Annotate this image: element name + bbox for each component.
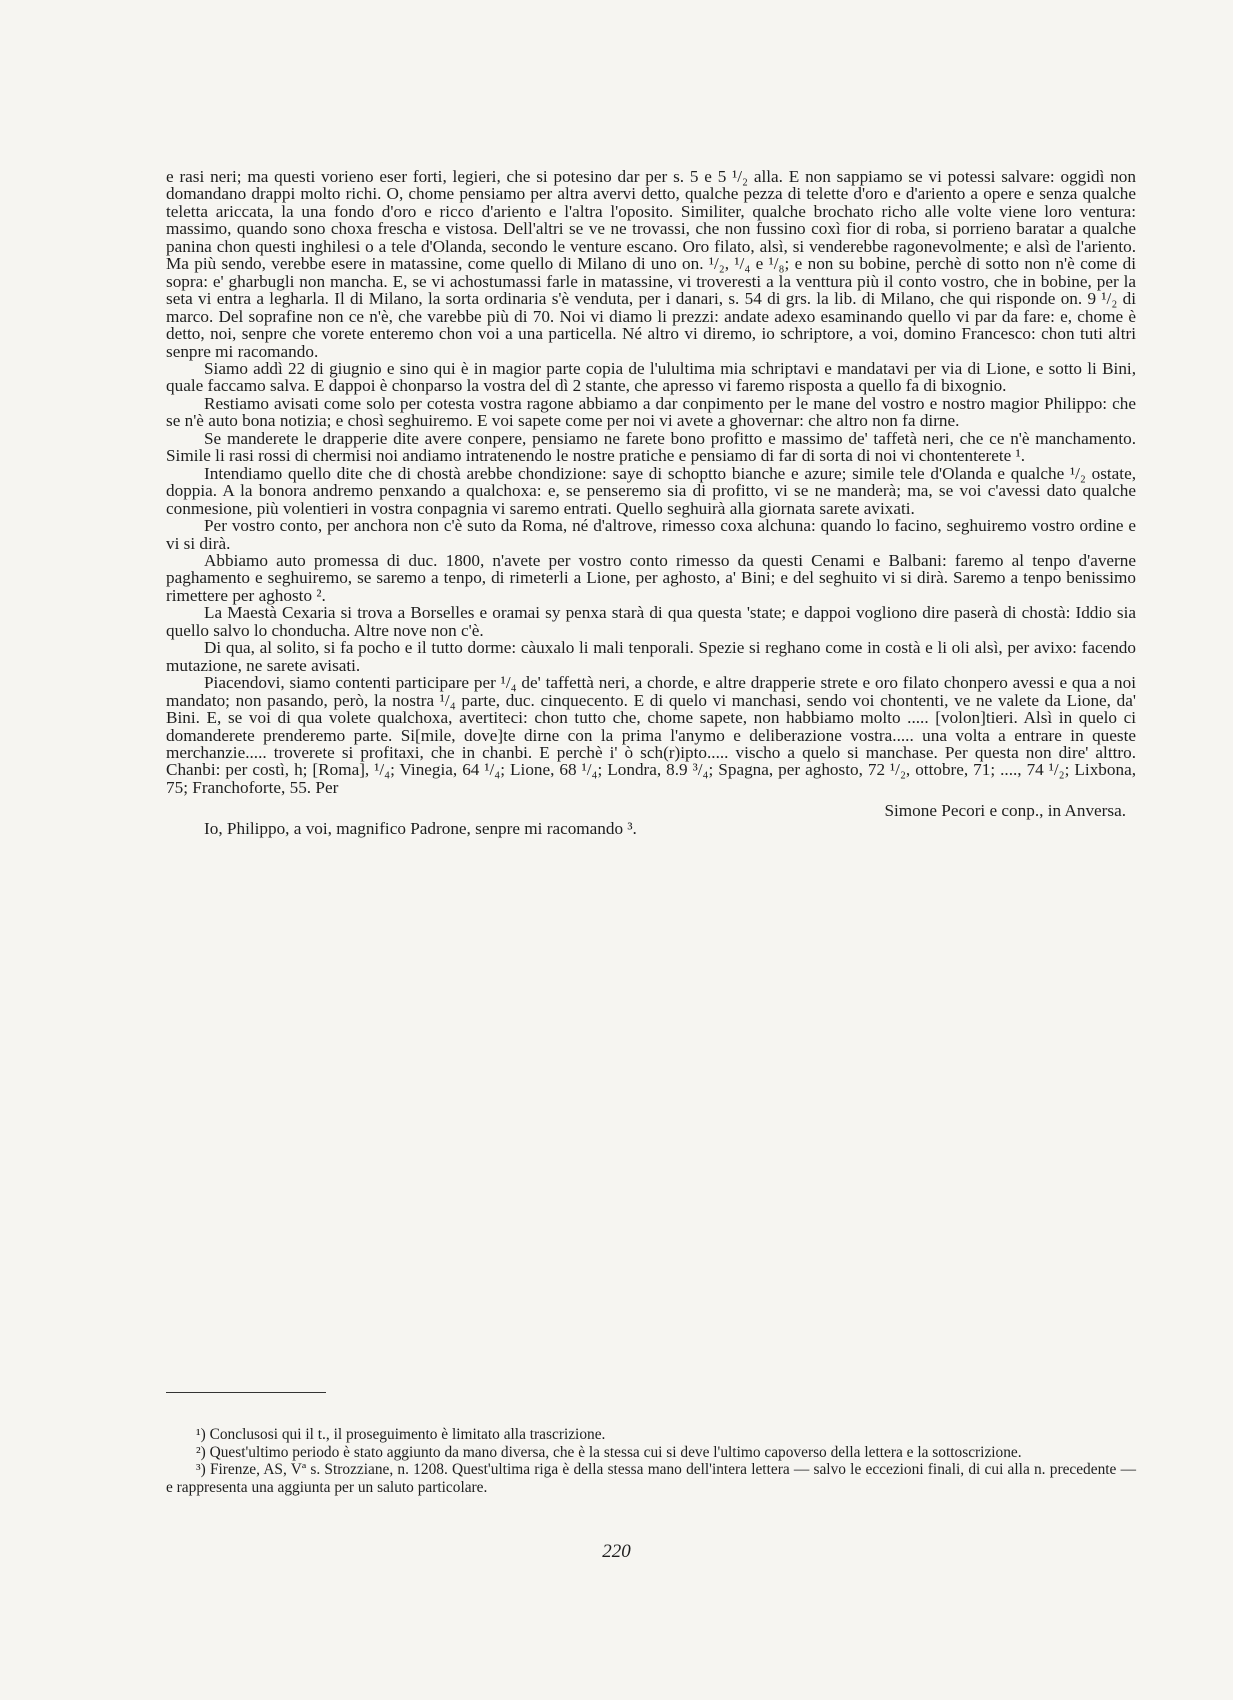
footnotes: [166, 1426, 1136, 1496]
letter-body: [166, 168, 1136, 842]
paragraph: Di qua, al solito, si fa pocho e il tutto dorme: càuxalo li mali tenporali. Spezie si reghano come in costà e li oli alsì, per avixo: facendo mutazione, ne sarete avisati.: [166, 638, 1136, 675]
paragraph: Se manderete le drapperie dite avere conpere, pensiamo ne farete bono profitto e massimo de' taffetà neri, che ce n'è manchamento. Simile li rasi rossi di chermisi noi andiamo intratenendo le nostre pratiche e pensiamo di far di sorta di noi vi chontenterete ¹.: [166, 428, 1136, 466]
footnote-divider: [166, 1392, 326, 1393]
paragraph: Intendiamo quello dite che di chostà arebbe chondizione: saye di schoptto bianche e azure; simile tele d'Olanda e qualche ¹/₂ ostate, doppia. A la bonora andremo penxando a qualchoxa: e, se penseremo sia di profitto, vi se ne manderà; ma, se voi c'avessi dato qualche conmesione, più volentieri in vostra conpagnia vi saremo entrati. Quello seghuirà alla giornata sarete avixati.: [166, 463, 1136, 518]
paragraph: Per vostro conto, per anchora non c'è suto da Roma, né d'altrove, rimesso coxa alchuna: quando lo facino, seghuiremo vostro ordine e vi si dirà.: [166, 516, 1136, 553]
signature-block: [166, 802, 1136, 842]
footnote: ²) Quest'ultimo periodo è stato aggiunto da mano diversa, che è la stessa cui si deve l'ultimo capoverso della lettera e la sottoscrizione.: [196, 1443, 1022, 1461]
page-number: 220: [602, 1541, 631, 1562]
closing-line: Io, Philippo, a voi, magnifico Padrone, senpre mi racomando ³.: [204, 819, 637, 839]
signature: Simone Pecori e conp., in Anversa.: [884, 801, 1126, 821]
footnote: ³) Firenze, AS, Vª s. Strozziane, n. 1208. Quest'ultima riga è della stessa mano dell'intera lettera — salvo le eccezioni finali, di cui alla n. precedente — e rappresenta una aggiunta per un saluto particolare.: [166, 1461, 1136, 1496]
footnote: ¹) Conclusosi qui il t., il proseguimento è limitato alla trascrizione.: [196, 1426, 606, 1443]
paragraph: e rasi neri; ma questi vorieno eser forti, legieri, che si potesino dar per s. 5 e 5 ¹/₂ alla. E non sappiamo se vi potessi salvare: oggidì non domandano drappi molto richi. O, chome pensiamo per altra avervi detto, qualche pezza di telette d'oro e d'ariento a opere e senza qualche teletta ariccata, la una fondo d'oro e ricco d'ariento e l'altra l'oposito. Similiter, qualche brochato richo alle volte viene loro ventura: massimo, quando sono choxa frescha e vistosa. Dell'altri se ve ne trovassi, che non fussino coxì fior di roba, si porrieno baratar a qualche panina chon questi inghilesi o a tele d'Olanda, secondo le venture escano. Oro filato, alsì, si venderebbe ragonevolmente; e alsì de l'ariento. Ma più sendo, verebbe esere in matassine, come quello di Milano di uno on. ¹/₂, ¹/₄ e ¹/₈; e non su bobine, perchè di sotto non n'è come di sopra: e' gharbugli non mancha. E, se vi achostumassi farle in matassine, vi troveresti a la venttura più il conto vostro, che in bobine, per la seta vi entra a legharla. Il di Milano, la sorta ordinaria s'è venduta, per i danari, s. 54 di grs. la lib. di Milano, che qui risponde on. 9 ¹/₂ di marco. Del soprafine non ce n'è, che varebbe più di 70. Noi vi diamo li prezzi: andate adexo esaminando quello vi par da fare: e, chome è detto, noi, senpre che vorete enteremo chon voi a una particella. Né altro vi diremo, io schriptore, a voi, domino Francesco: chon tuti altri senpre mi racomando.: [166, 167, 1136, 361]
paragraph: Piacendovi, siamo contenti participare per ¹/₄ de' taffettà neri, a chorde, e altre drapperie strete e oro filato chonpero avessi e qua a noi mandato; non pasando, però, la nostra ¹/₄ parte, duc. cinquecento. E di quelo vi manchasi, sendo voi chontenti, ve ne valete da Lione, da' Bini. E, se voi di qua volete qualchoxa, avertiteci: chon tutto che, chome sapete, non habbiamo molto ..... [volon]tieri. Alsì in quelo ci domanderete prenderemo parte. Si[mile, dove]te dirne con la prima l'anymo e deliberazione vostra..... una volta a entrare in queste merchanzie..... troverete si profitaxi, che in chanbi. E perchè i' ò sch(r)ipto..... vischo a quelo si manchase. Per questa non dire' alttro. Chanbi: per costì, h; [Roma], ¹/₄; Vinegia, 64 ¹/₄; Lione, 68 ¹/₄; Londra, 8.9 ³/₄; Spagna, per aghosto, 72 ¹/₂, ottobre, 71; ...., 74 ¹/₂; Lixbona, 75; Franchoforte, 55. Per: [166, 673, 1136, 797]
paragraph: Abbiamo auto promessa di duc. 1800, n'avete per vostro conto rimesso da questi Cenami e Balbani: faremo al tenpo d'averne paghamento e seghuiremo, se saremo a tenpo, di rimeterli a Lione, per aghosto, a' Bini; e del seghuito vi si dirà. Saremo a tenpo benissimo rimettere per aghosto ².: [166, 550, 1136, 605]
paragraph: Restiamo avisati come solo per cotesta vostra ragone abbiamo a dar conpimento per le mane del vostro e nostro magior Philippo: che se n'è auto bona notizia; e chosì seghuiremo. E voi sapete come per noi vi avete a ghovernar: che altro non fa dirne.: [166, 393, 1136, 431]
paragraph: La Maestà Cexaria si trova a Borselles e oramai sy penxa starà di qua questa 'state; e dappoi vogliono dire paserà di chostà: Iddio sia quello salvo lo chonducha. Altre nove non c'è.: [166, 603, 1136, 640]
paragraph: Siamo addì 22 di giugnio e sino qui è in magior parte copia de l'ulultima mia schriptavi e mandatavi per via di Lione, e sotto li Bini, quale faccamo salva. E dappoi è chonparso la vostra del dì 2 stante, che apresso vi faremo risposta a quello fa di bixognio.: [166, 358, 1136, 396]
